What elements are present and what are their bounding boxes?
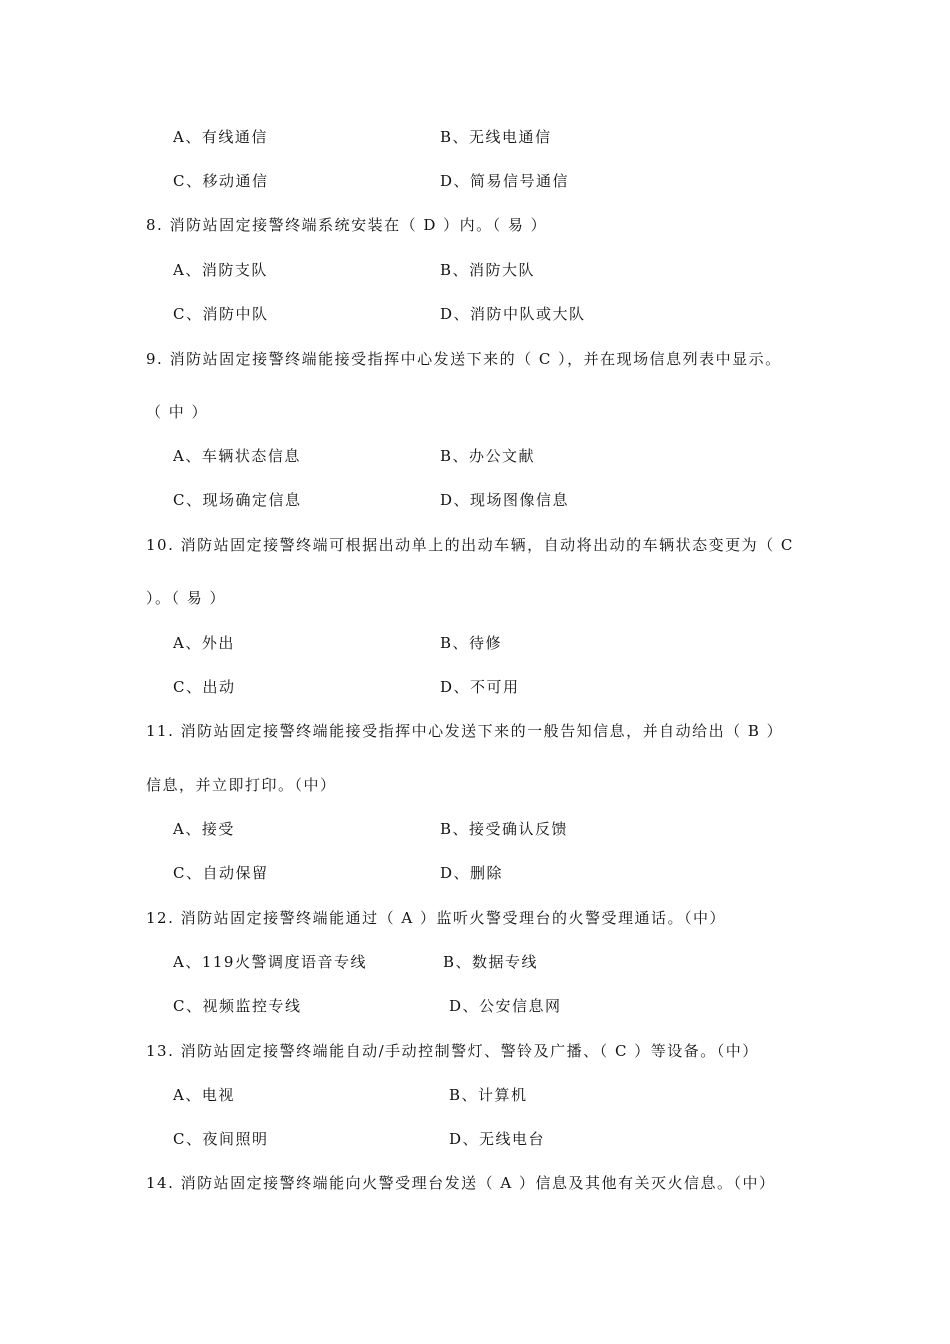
- q9-question-line1: 9. 消防站固定接警终端能接受指挥中心发送下来的（ C ），并在现场信息列表中显示。: [146, 350, 782, 368]
- q12-option-a: A、119火警调度语音专线: [173, 953, 367, 971]
- q11-option-d: D、删除: [440, 864, 504, 882]
- q13-option-a: A、电视: [173, 1086, 235, 1104]
- q9-option-c: C、现场确定信息: [173, 491, 302, 509]
- q9-option-d: D、现场图像信息: [440, 491, 570, 509]
- q12-question: 12. 消防站固定接警终端能通过（ A ）监听火警受理台的火警受理通话。（中）: [146, 909, 726, 927]
- q7-option-b: B、无线电通信: [440, 128, 552, 146]
- q11-question-line1: 11. 消防站固定接警终端能接受指挥中心发送下来的一般告知信息，并自动给出（ B ）: [146, 722, 784, 740]
- q13-question: 13. 消防站固定接警终端能自动/手动控制警灯、警铃及广播、（ C ）等设备。（中）: [146, 1042, 759, 1060]
- q11-option-a: A、接受: [173, 820, 235, 838]
- q8-option-d: D、消防中队或大队: [440, 305, 586, 323]
- q8-option-b: B、消防大队: [440, 261, 536, 279]
- q13-option-c: C、夜间照明: [173, 1130, 269, 1148]
- q8-option-a: A、消防支队: [173, 261, 268, 279]
- q7-option-d: D、简易信号通信: [440, 172, 570, 190]
- q12-option-d: D、公安信息网: [449, 997, 562, 1015]
- q13-option-b: B、计算机: [449, 1086, 528, 1104]
- q8-option-c: C、消防中队: [173, 305, 269, 323]
- q12-option-b: B、数据专线: [443, 953, 539, 971]
- q11-option-c: C、自动保留: [173, 864, 269, 882]
- q7-option-a: A、有线通信: [173, 128, 268, 146]
- q13-option-d: D、无线电台: [449, 1130, 546, 1148]
- q11-option-b: B、接受确认反馈: [440, 820, 569, 838]
- q10-option-d: D、不可用: [440, 678, 520, 696]
- q7-option-c: C、移动通信: [173, 172, 269, 190]
- q11-question-line2: 信息，并立即打印。（中）: [146, 776, 337, 794]
- q14-question: 14. 消防站固定接警终端能向火警受理台发送（ A ）信息及其他有关灭火信息。（中）: [146, 1174, 776, 1192]
- q10-option-c: C、出动: [173, 678, 236, 696]
- q10-option-b: B、待修: [440, 634, 503, 652]
- q12-option-c: C、视频监控专线: [173, 997, 302, 1015]
- q10-question-line1: 10. 消防站固定接警终端可根据出动单上的出动车辆，自动将出动的车辆状态变更为（ C: [146, 536, 794, 554]
- q9-option-b: B、办公文献: [440, 447, 536, 465]
- q8-question: 8. 消防站固定接警终端系统安装在（ D ）内。（ 易 ）: [146, 216, 548, 234]
- q9-option-a: A、车辆状态信息: [173, 447, 301, 465]
- q10-question-line2: ）。（ 易 ）: [146, 589, 227, 607]
- q9-question-line2: （ 中 ）: [146, 403, 209, 421]
- q10-option-a: A、外出: [173, 634, 235, 652]
